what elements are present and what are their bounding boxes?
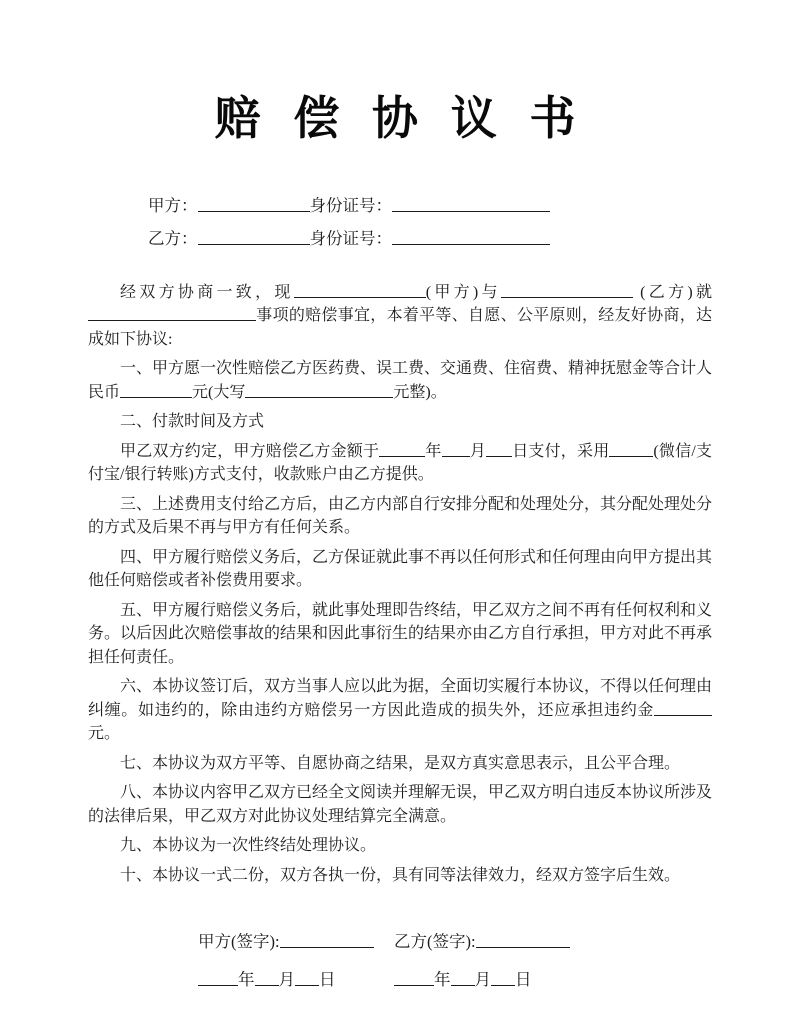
blank-line: [198, 230, 310, 245]
blank-line: [198, 972, 238, 987]
blank-line: [295, 972, 319, 987]
blank-line: [654, 702, 712, 716]
signature-section: [198, 921, 712, 997]
blank-line: [88, 307, 256, 321]
blank-line: [442, 443, 470, 457]
clause-9: 九、本协议为一次性终结处理协议。: [120, 837, 377, 855]
clause-2-heading: 二、付款时间及方式: [120, 413, 265, 431]
clause-8: 八、本协议内容甲乙双方已经全文阅读并理解无误，甲乙双方明白违反本协议所涉及的法律后果，甲乙双方对此协议处理结算完全满意。: [88, 784, 713, 825]
clause-1: 一、甲方愿一次性赔偿乙方医药费、误工费、交通费、住宿费、精神抚慰金等合计人民币 元(大写 元整)。: [88, 360, 713, 401]
clause-10: 十、本协议一式二份，双方各执一份，具有同等法律效力，经双方签字后生效。: [120, 866, 681, 884]
party-b-line: 乙方： 身份证号：: [148, 222, 712, 255]
blank-line: [245, 384, 393, 398]
document-body: [0, 189, 800, 998]
signature-party-a: 甲方(签字):: [198, 928, 394, 952]
clause-7: 七、本协议为双方平等、自愿协商之结果，是双方真实意思表示，且公平合理。: [120, 754, 681, 772]
intro-paragraph: 经双方协商一致，现 (甲方)与 (乙方)就事项的赔偿事宜，本着平等、自愿、公平原则，经友好协商，达成如下协议:: [88, 283, 712, 348]
clause-6: 六、本协议签订后，双方当事人应以此为据，全面切实履行本协议，不得以任何理由纠缠。如违约的，除由违约方赔偿另一方因此造成的损失外，还应承担违约金元。: [88, 678, 713, 743]
party-a-line: 甲方： 身份证号：: [148, 189, 712, 222]
blank-line: [486, 443, 512, 457]
clause-4: 四、甲方履行赔偿义务后，乙方保证就此事不再以任何形式和任何理由向甲方提出其他任何赔偿或者补偿费用要求。: [88, 548, 713, 590]
signature-date-b: 年 月 日: [394, 966, 590, 990]
document-title: 赔 偿 协 议 书: [214, 92, 586, 144]
blank-line: [392, 230, 550, 245]
blank-line: [451, 972, 475, 987]
clause-2: 甲乙双方约定，甲方赔偿乙方金额于 年 月 日支付，采用 (微信/支付宝/银行转账)方式支付，收款账户由乙方提供。: [88, 442, 712, 484]
blank-line: [491, 972, 515, 987]
clauses-section: [88, 281, 712, 888]
blank-line: [198, 197, 310, 212]
blank-line: [501, 284, 633, 298]
signature-party-b: 乙方(签字):: [394, 928, 590, 952]
blank-line: [280, 934, 374, 949]
signature-row: [198, 921, 712, 959]
blank-line: [392, 197, 550, 212]
blank-line: [294, 284, 426, 298]
party-block: [148, 189, 712, 255]
blank-line: [120, 384, 192, 398]
clause-5: 五、甲方履行赔偿义务后，就此事处理即告终结，甲乙双方之间不再有任何权利和义务。以后因此次赔偿事故的结果和因此事衍生的结果亦由乙方自行承担，甲方对此不再承担任何责任。: [88, 601, 713, 666]
signature-date-row: [198, 959, 712, 997]
blank-line: [609, 443, 653, 457]
clause-3: 三、上述费用支付给乙方后，由乙方内部自行安排分配和处理处分，其分配处理处分的方式及后果不再与甲方有任何关系。: [88, 495, 713, 537]
blank-line: [394, 972, 434, 987]
blank-line: [476, 934, 570, 949]
blank-line: [255, 972, 279, 987]
signature-date-a: 年 月 日: [198, 966, 394, 990]
blank-line: [379, 443, 425, 457]
